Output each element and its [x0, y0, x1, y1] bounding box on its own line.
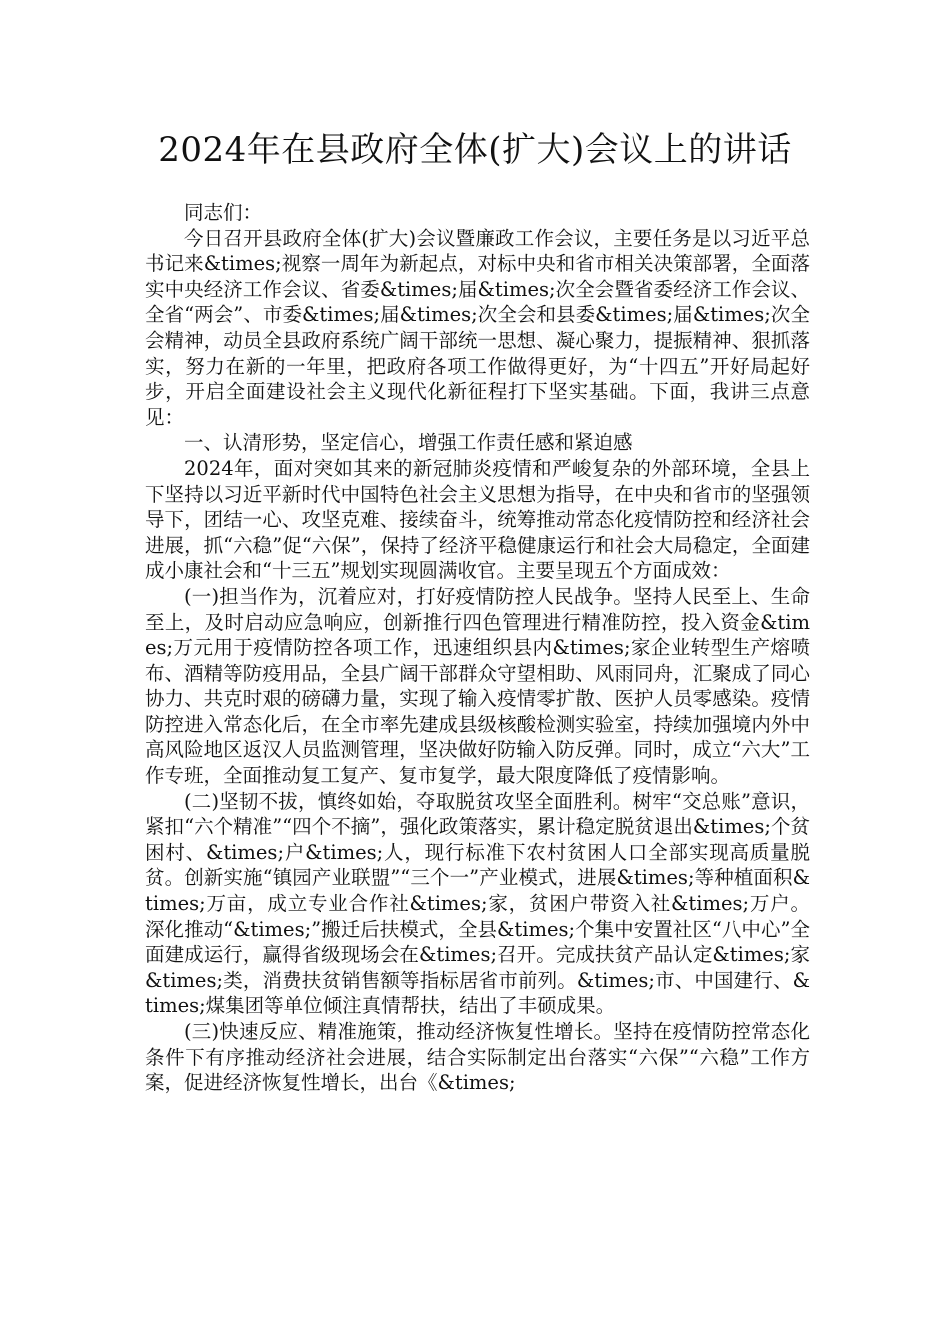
document-title: 2024年在县政府全体(扩大)会议上的讲话	[158, 130, 792, 170]
intro-paragraph: 今日召开县政府全体(扩大)会议暨廉政工作会议，主要任务是以习近平总书记来&times;视察一周年为新起点，对标中央和省市相关决策部署，全面落实中央经济工作会议、省委&times;届&times;次全会暨省委经济工作会议、全省“两会”、市委&times;届&times;次全会和县委&times;届&times;次全会精神，动员全县政府系统广阔干部统一思想、凝心聚力，提振精神、狠抓落实，努力在新的一年里，把政府各项工作做得更好，为“十四五”开好局起好步，开启全面建设社会主义现代化新征程打下坚实基础。下面，我讲三点意见：	[145, 226, 810, 429]
achievement-paragraph-3: (三)快速反应、精准施策，推动经济恢复性增长。坚持在疫情防控常态化条件下有序推动经济社会进展，结合实际制定出台落实“六保”“六稳”工作方案，促进经济恢复性增长，出台《&times;	[145, 1020, 810, 1095]
achievement-paragraph-2: (二)坚韧不拔，慎终如始，夺取脱贫攻坚全面胜利。树牢“交总账”意识，紧扣“六个精准”“四个不摘”，强化政策落实，累计稳定脱贫退出&times;个贫困村、&times;户&times;人，现行标准下农村贫困人口全部实现高质量脱贫。创新实施“镇园产业联盟”“三个一”产业模式，进展&times;等种植面积&times;万亩，成立专业合作社&times;家，贫困户带资入社&times;万户。深化推动“&times;”搬迁后扶模式，全县&times;个集中安置社区“八中心”全面建成运行，赢得省级现场会在&times;召开。完成扶贫产品认定&times;家&times;类，消费扶贫销售额等指标居省市前列。&times;市、中国建行、&times;煤集团等单位倾注真情帮扶，结出了丰硕成果。	[145, 789, 810, 1018]
achievement-paragraph-1: (一)担当作为，沉着应对，打好疫情防控人民战争。坚持人民至上、生命至上，及时启动应急响应，创新推行四色管理进行精准防控，投入资金&times;万元用于疫情防控各项工作，迅速组织县内&times;家企业转型生产熔喷布、酒精等防疫用品，全县广阔干部群众守望相助、风雨同舟，汇聚成了同心协力、共克时艰的磅礴力量，实现了输入疫情零扩散、医护人员零感染。疫情防控进入常态化后，在全市率先建成县级核酸检测实验室，持续加强境内外中高风险地区返汉人员监测管理，坚决做好防输入防反弹。同时，成立“六大”工作专班，全面推动复工复产、复市复学，最大限度降低了疫情影响。	[145, 584, 810, 788]
overview-paragraph: 2024年，面对突如其来的新冠肺炎疫情和严峻复杂的外部环境，全县上下坚持以习近平新时代中国特色社会主义思想为指导，在中央和省市的坚强领导下，团结一心、攻坚克难、接续奋斗，统筹推动常态化疫情防控和经济社会进展，抓“六稳”促“六保”，保持了经济平稳健康运行和社会大局稳定，全面建成小康社会和“十三五”规划实现圆满收官。主要呈现五个方面成效：	[145, 456, 810, 583]
document-body	[145, 200, 810, 1096]
section-heading-1: 一、认清形势，坚定信心，增强工作责任感和紧迫感	[184, 431, 633, 455]
salutation: 同志们：	[184, 201, 263, 224]
